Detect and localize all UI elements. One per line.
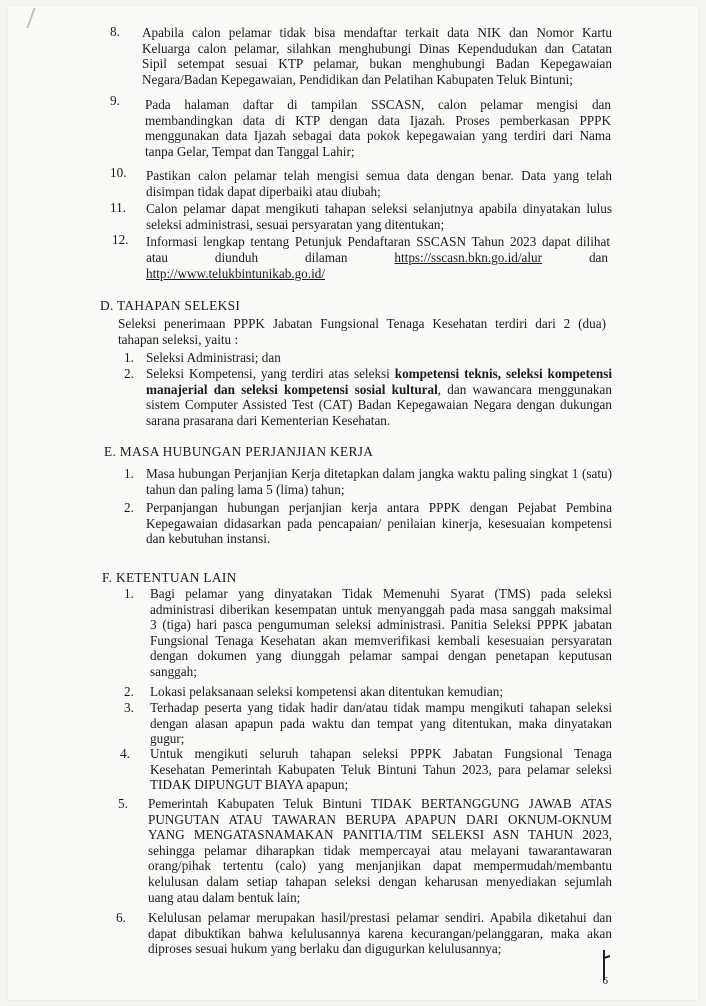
bold-text-run: kompetensi teknis, seleksi kompetensi xyxy=(394,366,613,381)
text-line: gugur; xyxy=(150,731,185,747)
text-line: Seleksi penerimaan PPPK Jabatan Fungsional Tenaga Kesehatan terdiri dari 2 (dua) xyxy=(118,316,606,331)
text-line xyxy=(146,382,612,398)
text-line: membandingkan data di KTP dengan data Ijazah. Proses pemberkasan PPPK xyxy=(145,112,611,128)
text-line: YANG MENGATASNAMAKAN PANITIA/TIM SELEKSI ASN TAHUN 2023, xyxy=(148,827,612,843)
text-line: tanpa Gelar, Tempat dan Tanggal Lahir; xyxy=(145,143,355,159)
text-line: tahun dan paling lama 5 (lima) tahun; xyxy=(146,481,345,497)
text-line: Terhadap peserta yang tidak hadir dan/atau tidak mampu mengikuti tahapan seleksi xyxy=(150,700,612,715)
list-item-number: 2. xyxy=(124,684,134,699)
list-item-text xyxy=(146,234,610,250)
text-word: diunduh xyxy=(214,250,259,265)
list-item-number: 11. xyxy=(110,200,126,215)
list-item-text xyxy=(150,700,612,747)
text-line: sanggah; xyxy=(150,663,197,679)
text-line: Seleksi Administrasi; dan xyxy=(146,350,281,365)
text-line: seleksi administrasi, sesuai persyaratan yang ditentukan; xyxy=(146,216,445,232)
text-word: dilaman xyxy=(305,250,348,265)
text-line: administrasi diberikan kesempatan untuk menyanggah pada masa sanggah maksimal xyxy=(150,601,612,617)
text-line: Sipil setempat sesuai KTP pelamar, bukan menghubungi Badan Kepegawaian xyxy=(142,56,612,72)
text-line: dan kebutuhan instansi. xyxy=(146,531,271,547)
text-line: Kepegawaian didasarkan pada pencapaian/ penilaian kinerja, kesesuaian kompetensi xyxy=(146,515,612,531)
list-item-text xyxy=(150,586,612,680)
list-item-text xyxy=(150,684,503,700)
text-line: sehingga pelamar diharapkan tidak mempercayai atau melayani tawarantawaran xyxy=(148,842,612,858)
list-item-text xyxy=(142,25,612,87)
text-line: Untuk mengikuti seluruh tahapan seleksi PPPK Jabatan Fungsional Tenaga xyxy=(150,746,612,761)
telukbintuni-link[interactable]: http://www.telukbintunikab.go.id/ xyxy=(146,266,325,281)
text-line: diproses sesuai hukum yang berlaku dan digugurkan kelulusannya; xyxy=(148,941,502,957)
list-item-text xyxy=(146,350,281,366)
list-item-number: 12. xyxy=(112,232,129,247)
section-e-title: E. MASA HUBUNGAN PERJANJIAN KERJA xyxy=(104,444,374,459)
section-d-title: D. TAHAPAN SELEKSI xyxy=(100,298,241,313)
list-item-number: 4. xyxy=(120,746,130,761)
section-f-title: F. KETENTUAN LAIN xyxy=(102,570,237,585)
list-item-text xyxy=(148,910,612,957)
text-line: dengan dokumen yang diunggah pelamar sampai dengan penetapan keputusan xyxy=(150,648,612,664)
text-line: Lokasi pelaksanaan seleksi kompetensi akan ditentukan kemudian; xyxy=(150,684,504,699)
list-item-text xyxy=(146,500,612,547)
text-line: Calon pelamar dapat mengikuti tahapan seleksi selanjutnya apabila dinyatakan lulus xyxy=(146,201,612,216)
text-line: Informasi lengkap tentang Petunjuk Pendaftaran SSCASN Tahun 2023 dapat dilihat xyxy=(146,234,610,249)
text-line: dengan alasan apapun pada waktu dan tempat yang ditentukan, maka dinyatakan xyxy=(150,715,612,731)
list-item-text xyxy=(150,746,612,793)
list-item-number: 1. xyxy=(124,586,134,601)
list-item-number: 6. xyxy=(116,910,126,925)
text-line: sistem Computer Assisted Test (CAT) Badan Kepegawaian Negara dengan dukungan xyxy=(146,397,612,413)
list-item-number: 1. xyxy=(124,466,134,481)
text-line: kelulusan dalam setiap tahapan seleksi dengan keharusan menyediakan sejumlah xyxy=(148,873,612,889)
bold-text-run: manajerial dan seleksi kompetensi sosial kultural xyxy=(146,381,438,397)
text-line: disimpan tidak dapat diperbaiki atau diubah; xyxy=(146,183,381,199)
page-number: 6 xyxy=(602,975,608,988)
text-word: atau xyxy=(146,250,168,265)
text-line xyxy=(146,366,612,382)
text-line: menggunakan data Ijazah sebagai data pokok kepegawaian yang terdiri dari Nama xyxy=(145,128,611,144)
text-line: uang atau dalam bentuk lain; xyxy=(148,889,301,905)
text-line: orang/pihak tertentu (calo) yang menjanjikan dapat mempermudah/membantu xyxy=(148,858,612,874)
text-line: Bagi pelamar yang dinyatakan Tidak Memenuhi Syarat (TMS) pada seleksi xyxy=(150,586,612,601)
text-line: Keluarga calon pelamar, silahkan menghubungi Dinas Kependudukan dan Catatan xyxy=(142,40,612,56)
text-line: tahapan seleksi, yaitu : xyxy=(118,331,239,347)
section-d-intro xyxy=(118,316,606,347)
text-line: Masa hubungan Perjanjian Kerja ditetapkan dalam jangka waktu paling singkat 1 (satu) xyxy=(146,466,612,481)
text-word: dan xyxy=(588,250,608,265)
text-run: Seleksi Kompetensi, yang terdiri atas seleksi xyxy=(146,366,395,381)
text-line: Pemerintah Kabupaten Teluk Bintuni TIDAK BERTANGGUNG JAWAB ATAS xyxy=(148,796,612,811)
list-item-text xyxy=(145,97,611,159)
list-item-number: 2. xyxy=(124,366,134,381)
list-item-text xyxy=(146,266,325,282)
text-line: Fungsional Tenaga Kesehatan akan memverifikasi kembali kesesuaian persyaratan xyxy=(150,632,612,648)
sscasn-link[interactable]: https://sscasn.bkn.go.id/alur xyxy=(394,250,543,265)
list-item-text xyxy=(146,466,612,497)
text-line: Pada halaman daftar di tampilan SSCASN, calon pelamar mengisi dan xyxy=(145,97,611,112)
text-line: dapat dibuktikan bahwa kelulusannya karena kecurangan/pelanggaran, maka akan xyxy=(148,925,612,941)
list-item-number: 1. xyxy=(124,350,134,365)
text-line: Perpanjangan hubungan perjanjian kerja antara PPPK dengan Pejabat Pembina xyxy=(146,500,612,515)
url-row xyxy=(146,250,608,266)
list-item-number: 10. xyxy=(110,165,127,180)
list-item-number: 5. xyxy=(118,796,128,811)
text-run: , dan wawancara menggunakan xyxy=(437,381,612,397)
list-item-text xyxy=(146,366,612,428)
list-item-text xyxy=(148,796,612,905)
list-item-number: 9. xyxy=(110,93,120,108)
list-item-text xyxy=(146,201,612,232)
list-item-text xyxy=(146,168,612,199)
text-line: Kesehatan Pemerintah Kabupaten Teluk Bintuni Tahun 2023, para pelamar seleksi xyxy=(150,761,612,777)
text-line: sarana prasarana dari Kementerian Kesehatan. xyxy=(146,412,391,428)
text-line: Kelulusan pelamar merupakan hasil/prestasi pelamar sendiri. Apabila diketahui dan xyxy=(148,910,612,925)
text-line: Pastikan calon pelamar telah mengisi semua data dengan benar. Data yang telah xyxy=(146,168,612,183)
text-line: Negara/Badan Kepegawaian, Pendidikan dan Pelatihan Kabupaten Teluk Bintuni; xyxy=(142,71,573,87)
list-item-number: 8. xyxy=(110,24,120,39)
text-line: TIDAK DIPUNGUT BIAYA apapun; xyxy=(150,777,349,793)
list-item-number: 2. xyxy=(124,500,134,515)
text-line: 3 (tiga) hari pasca pengumuman seleksi administrasi. Panitia Seleksi PPPK jabatan xyxy=(150,617,612,633)
text-line: PUNGUTAN ATAU TAWARAN BERUPA APAPUN DARI OKNUM-OKNUM xyxy=(148,811,612,827)
list-item-number: 3. xyxy=(124,700,134,715)
text-line: Apabila calon pelamar tidak bisa mendaftar terkait data NIK dan Nomor Kartu xyxy=(142,25,612,40)
